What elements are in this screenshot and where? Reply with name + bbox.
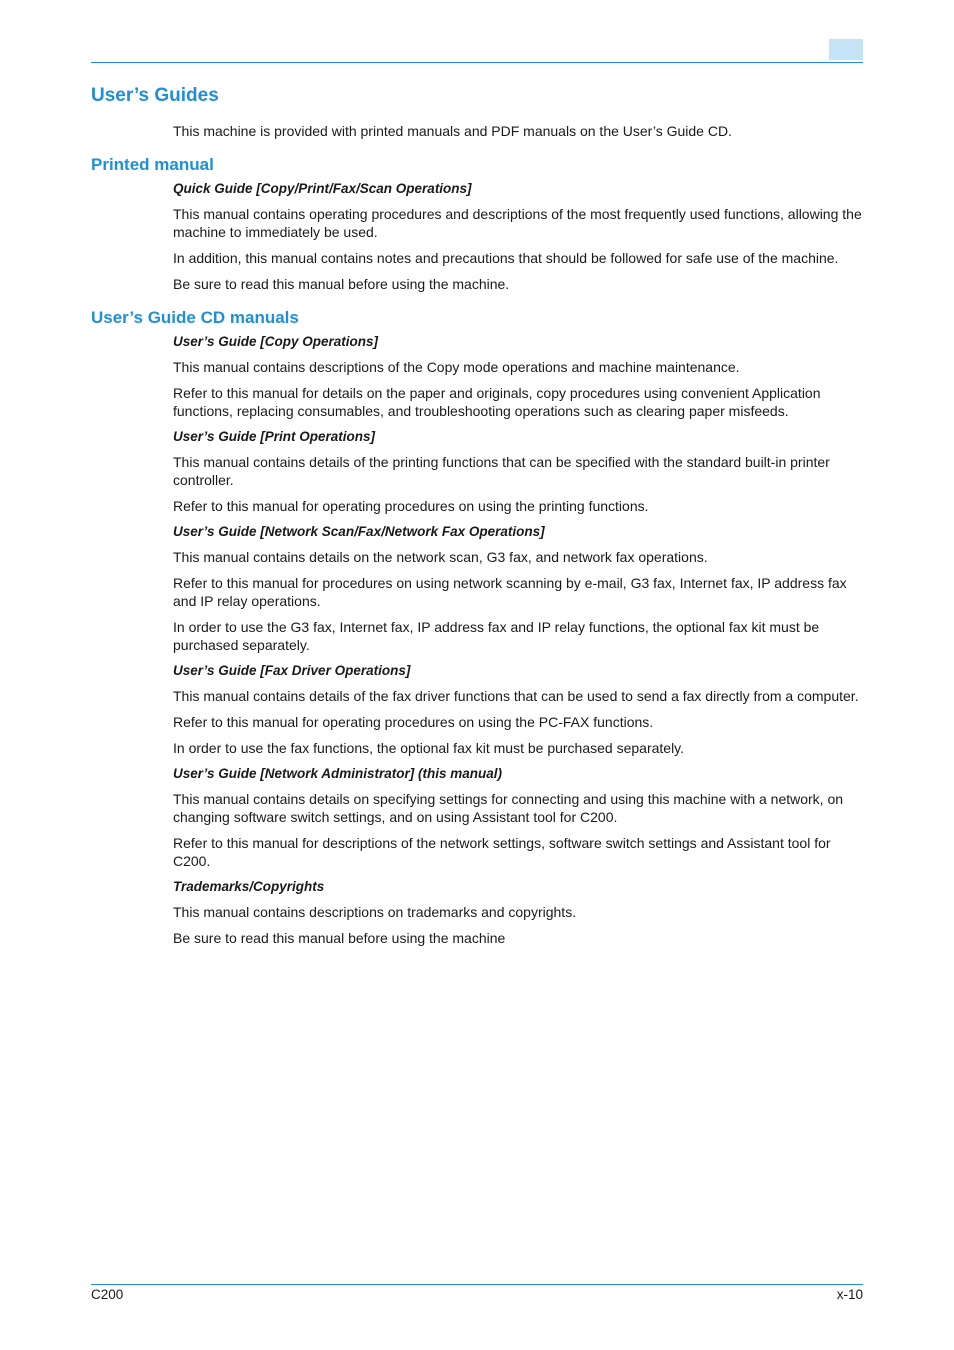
paragraph: This manual contains operating procedures and descriptions of the most frequently used functions, allowing the machine to immediately be used. — [173, 206, 862, 240]
guide-title-print: User’s Guide [Print Operations] — [173, 429, 376, 444]
header-rule — [91, 62, 863, 63]
paragraph: In order to use the G3 fax, Internet fax, IP address fax and IP relay functions, the optional fax kit must be purchased separately. — [173, 619, 820, 653]
guide-title-copy: User’s Guide [Copy Operations] — [173, 334, 379, 349]
header-tab-marker — [829, 39, 863, 60]
paragraph: Refer to this manual for procedures on using network scanning by e-mail, G3 fax, Internet fax, IP address fax and IP relay operations. — [173, 575, 847, 609]
paragraph: This manual contains descriptions on trademarks and copyrights. — [173, 904, 577, 920]
guide-title-network-administrator: User’s Guide [Network Administrator] (this manual) — [173, 766, 503, 781]
footer-rule — [91, 1284, 863, 1285]
paragraph: Refer to this manual for details on the paper and originals, copy procedures using convenient Application functions, replacing consumables, and troubleshooting operations such as clearing paper misfeeds. — [173, 385, 821, 419]
page-content — [91, 84, 863, 955]
guide-title-trademarks: Trademarks/Copyrights — [173, 879, 325, 894]
section-heading-printed-manual: Printed manual — [91, 155, 214, 174]
paragraph: Refer to this manual for operating procedures on using the PC-FAX functions. — [173, 714, 654, 730]
guide-title-quick-guide: Quick Guide [Copy/Print/Fax/Scan Operations] — [173, 181, 472, 196]
paragraph: This manual contains details on the network scan, G3 fax, and network fax operations. — [173, 549, 708, 565]
intro-paragraph: This machine is provided with printed manuals and PDF manuals on the User’s Guide CD. — [173, 123, 732, 139]
paragraph: This manual contains details of the fax driver functions that can be used to send a fax directly from a computer. — [173, 688, 859, 704]
guide-title-fax-driver: User’s Guide [Fax Driver Operations] — [173, 663, 411, 678]
paragraph: Be sure to read this manual before using the machine — [173, 930, 506, 946]
guide-title-network-scan-fax: User’s Guide [Network Scan/Fax/Network Fax Operations] — [173, 524, 545, 539]
paragraph: This manual contains details on specifying settings for connecting and using this machine with a network, on changing software switch settings, and on using Assistant tool for C200. — [173, 791, 844, 825]
paragraph: In order to use the fax functions, the optional fax kit must be purchased separately. — [173, 740, 685, 756]
paragraph: In addition, this manual contains notes and precautions that should be followed for safe use of the machine. — [173, 250, 839, 266]
paragraph: Refer to this manual for operating procedures on using the printing functions. — [173, 498, 649, 514]
section-heading-cd-manuals: User’s Guide CD manuals — [91, 308, 299, 327]
footer-model: C200 — [91, 1287, 124, 1302]
paragraph: Be sure to read this manual before using the machine. — [173, 276, 510, 292]
paragraph: Refer to this manual for descriptions of the network settings, software switch settings and Assistant tool for C200. — [173, 835, 831, 869]
page-title: User’s Guides — [91, 85, 219, 106]
paragraph: This manual contains descriptions of the Copy mode operations and machine maintenance. — [173, 359, 740, 375]
footer-page-number: x-10 — [836, 1287, 863, 1302]
paragraph: This manual contains details of the printing functions that can be specified with the standard built-in printer controller. — [173, 454, 830, 488]
